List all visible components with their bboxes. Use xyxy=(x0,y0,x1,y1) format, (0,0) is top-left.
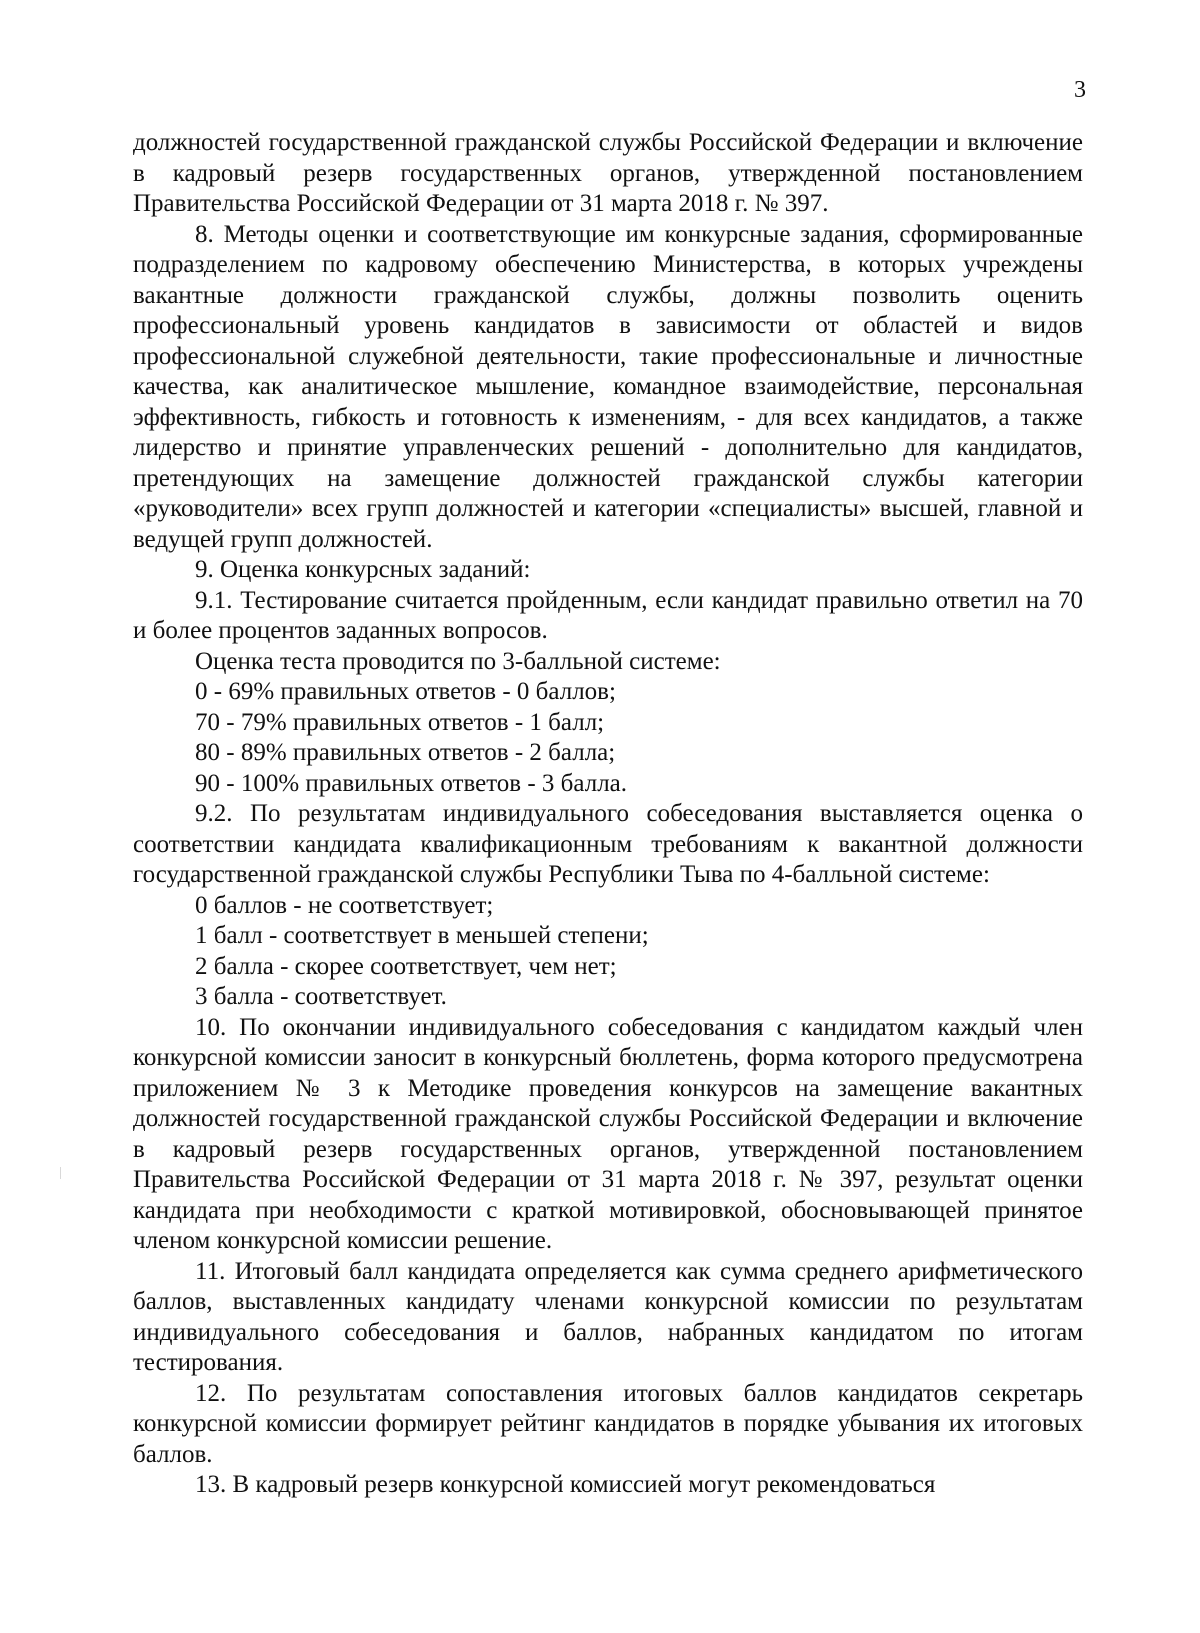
paragraph-13: 13. В кадровый резерв конкурсной комиссией могут рекомендоваться xyxy=(195,1471,936,1498)
test-scale-item: 70 - 79% правильных ответов - 1 балл; xyxy=(195,708,605,736)
paragraph-11: 11. Итоговый балл кандидата определяется как сумма среднего арифметического баллов, выставленных кандидату членами конкурсной комиссии по результатам индивидуального собеседования и баллов, набранных кандидатом по итогам тестирования. xyxy=(133,1257,1083,1376)
paragraph-9-2: 9.2. По результатам индивидуального собеседования выставляется оценка о соответствии кандидата квалификационным требованиям к вакантной должности государственной гражданской службы Республики Тыва по 4-балльной системе: xyxy=(133,800,1083,888)
test-scale-item: 80 - 89% правильных ответов - 2 балла; xyxy=(195,739,616,766)
paragraph-9: 9. Оценка конкурсных заданий: xyxy=(195,556,531,583)
paragraph-continuation: должностей государственной гражданской службы Российской Федерации и включение в кадровый резерв государственных органов, утвержденной постановлением Правительства Российской Федерации от 31 марта 2018 г. № 397. xyxy=(133,129,1083,217)
test-scale-item: 90 - 100% правильных ответов - 3 балла. xyxy=(195,769,628,797)
paragraph-8: 8. Методы оценки и соответствующие им конкурсные задания, сформированные подразделением по кадровому обеспечению Министерства, в которых учреждены вакантные должности гражданской службы, должны позволить оценить профессиональный уровень кандидатов в зависимости от областей и видов профессиональной служебной деятельности, такие профессиональные и личностные качества, как аналитическое мышление, командное взаимодействие, персональная эффективность, гибкость и готовность к изменениям, - для всех кандидатов, а также лидерство и принятие управленческих решений - дополнительно для кандидатов, претендующих на замещение должностей гражданской службы категории «руководители» всех групп должностей и категории «специалисты» высшей, главной и ведущей групп должностей. xyxy=(133,220,1083,553)
page-number: 3 xyxy=(1074,77,1086,103)
test-scale-intro: Оценка теста проводится по 3-балльной системе: xyxy=(195,647,721,675)
interview-scale-item: 3 балла - соответствует. xyxy=(195,983,447,1010)
paragraph-10: 10. По окончании индивидуального собеседования с кандидатом каждый член конкурсной комиссии заносит в конкурсный бюллетень, форма которого предусмотрена приложением № 3 к Методике проведения конкурсов на замещение вакантных должностей государственной гражданской службы Российской Федерации и включение в кадровый резерв государственных органов, утвержденной постановлением Правительства Российской Федерации от 31 марта 2018 г. № 397, результат оценки кандидата при необходимости с краткой мотивировкой, обосновывающей принятое членом конкурсной комиссии решение. xyxy=(133,1013,1083,1254)
interview-scale-item: 1 балл - соответствует в меньшей степени; xyxy=(195,922,649,949)
document-body xyxy=(133,128,1083,1501)
paragraph-9-1: 9.1. Тестирование считается пройденным, если кандидат правильно ответил на 70 и более процентов заданных вопросов. xyxy=(133,586,1083,644)
test-scale-item: 0 - 69% правильных ответов - 0 баллов; xyxy=(195,678,616,705)
interview-scale-item: 2 балла - скорее соответствует, чем нет; xyxy=(195,952,617,980)
interview-scale-item: 0 баллов - не соответствует; xyxy=(195,891,494,919)
scan-margin-mark xyxy=(60,1167,61,1179)
paragraph-12: 12. По результатам сопоставления итоговых баллов кандидатов секретарь конкурсной комиссии формирует рейтинг кандидатов в порядке убывания их итоговых баллов. xyxy=(133,1379,1083,1468)
